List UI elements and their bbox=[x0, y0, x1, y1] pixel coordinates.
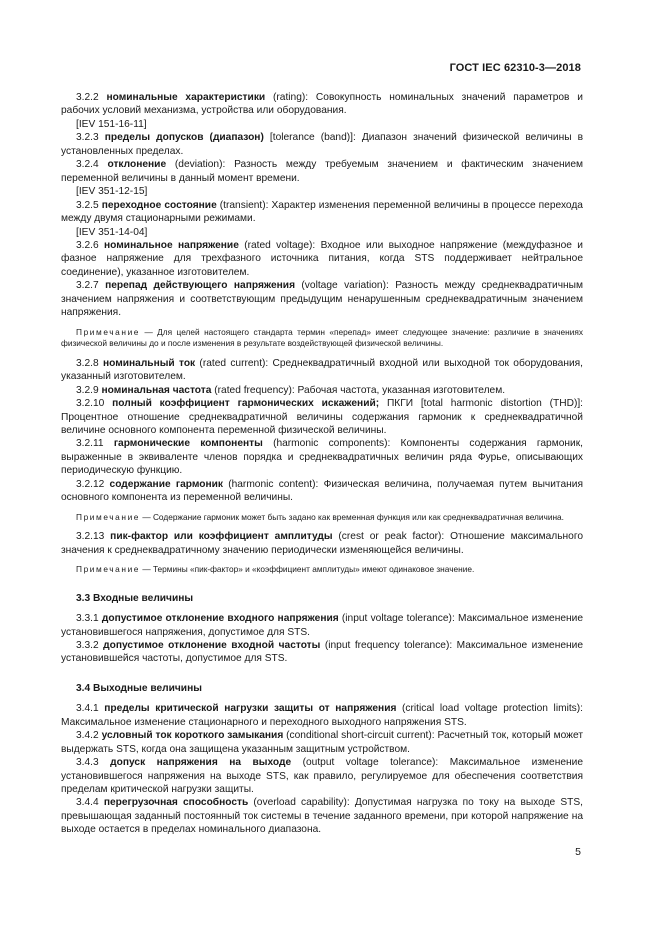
clause-number: 3.2.12 bbox=[76, 478, 105, 490]
clause-number: 3.2.10 bbox=[76, 398, 105, 410]
term: гармонические компоненты bbox=[113, 438, 263, 450]
term: условный ток короткого замыкания bbox=[101, 730, 284, 742]
definition-paragraph bbox=[61, 612, 583, 639]
definition-text: ПКГИ [total harmonic distortion (THD)]: Процентное отношение среднеквадратичной величины содержания гармоник к среднеквадратичной величине основного компонента переменной физической величины. bbox=[61, 398, 583, 436]
definition-text: (harmonic content): Физическая величина, получаемая путем вычитания основного компонента из переменной величины. bbox=[61, 478, 583, 504]
section-heading: 3.3 Входные величины bbox=[76, 592, 194, 604]
definitions-block bbox=[61, 91, 583, 320]
clause-number: 3.3.1 bbox=[76, 613, 99, 625]
definition-text: (voltage variation): Разность между среднеквадратичным значением напряжения и соответствующим предыдущим ненарушенным среднеквадратичным значением напряжения. bbox=[61, 280, 583, 319]
definition-paragraph bbox=[61, 384, 583, 397]
definition-text: (crest or peak factor): Отношение максимального значения к среднеквадратичному значению периодически изменяющейся величины. bbox=[61, 531, 583, 556]
note bbox=[61, 564, 583, 576]
section-heading: 3.4 Выходные величины bbox=[76, 682, 202, 694]
standard-designation: ГОСТ IEC 62310-3—2018 bbox=[449, 62, 581, 74]
clause-number: 3.4.2 bbox=[76, 730, 99, 742]
note-label: Примечание bbox=[76, 511, 141, 522]
clause-number: 3.2.13 bbox=[76, 531, 105, 543]
definitions-block bbox=[61, 530, 583, 557]
definition-paragraph bbox=[61, 239, 583, 279]
term: пределы критической нагрузки защиты от напряжения bbox=[104, 703, 397, 715]
definitions-block bbox=[61, 702, 583, 837]
definitions-block bbox=[61, 357, 583, 505]
clause-number: 3.2.7 bbox=[76, 280, 99, 292]
term: переходное состояние bbox=[101, 199, 217, 211]
term: полный коэффициент гармонических искажений; bbox=[112, 398, 380, 410]
reference: [IEV 151-16-11] bbox=[76, 118, 147, 130]
note bbox=[61, 327, 583, 350]
term: номинальный ток bbox=[102, 357, 196, 369]
clause-number: 3.2.5 bbox=[76, 199, 99, 211]
term: номинальная частота bbox=[101, 384, 212, 396]
definition-paragraph bbox=[61, 756, 583, 796]
definition-paragraph bbox=[61, 199, 583, 226]
note-text: — Содержание гармоник может быть задано как временная функция или как среднеквадратичная величина. bbox=[140, 511, 564, 522]
page-number: 5 bbox=[575, 846, 581, 858]
definition-text: (overload capability): Допустимая нагрузка по току на выходе STS, превышающая заданный постоянный ток системы в течение заданного времени, при которой напряжение на выходе остается в пределах номинального диапазона. bbox=[61, 797, 584, 836]
definition-paragraph bbox=[61, 357, 583, 384]
definition-paragraph bbox=[61, 478, 583, 505]
definition-text: (rated current): Среднеквадратичный входной или выходной ток оборудования, указанный изготовителем. bbox=[61, 357, 583, 383]
definition-paragraph bbox=[61, 437, 583, 477]
clause-number: 3.2.3 bbox=[76, 132, 99, 144]
definition-text: [tolerance (band)]: Диапазон значений физической величины в установленных пределах. bbox=[61, 132, 583, 157]
clause-number: 3.2.9 bbox=[76, 384, 99, 396]
clause-number: 3.2.2 bbox=[76, 92, 99, 103]
note-text: — Термины «пик-фактор» и «коэффициент амплитуды» имеют одинаковое значение. bbox=[140, 564, 475, 575]
term: допустимое отклонение входного напряжения bbox=[101, 613, 339, 625]
document-body bbox=[61, 91, 583, 837]
clause-number: 3.4.1 bbox=[76, 703, 99, 715]
definition-paragraph bbox=[61, 530, 583, 557]
term: допуск напряжения на выходе bbox=[110, 757, 292, 769]
definition-paragraph bbox=[61, 279, 583, 319]
definition-text: (output voltage tolerance): Максимальное изменение установившегося напряжения на выходе STS, как правило, регулируемое для обеспечения соответствия пределам критической нагрузки защиты. bbox=[61, 757, 583, 796]
note bbox=[61, 512, 583, 524]
definition-text: (deviation): Разность между требуемым значением и фактическим значением переменной величины в данный момент времени. bbox=[61, 159, 583, 184]
definition-paragraph bbox=[61, 397, 583, 437]
definition-text: (critical load voltage protection limits): Максимальное изменение стационарного и переходного выходного напряжения STS. bbox=[61, 703, 583, 728]
definition-paragraph bbox=[61, 158, 583, 185]
definitions-block bbox=[61, 612, 583, 666]
note-label: Примечание bbox=[76, 564, 141, 575]
definition-paragraph bbox=[61, 91, 583, 118]
term: допустимое отклонение входной частоты bbox=[103, 639, 321, 651]
term: отклонение bbox=[107, 159, 167, 171]
clause-number: 3.2.11 bbox=[76, 438, 104, 450]
note-text: — Для целей настоящего стандарта термин «перепад» имеет следующее значение: различие в значениях физической величины до и после изменения в результате воздействующей физической величины. bbox=[61, 326, 583, 349]
clause-number: 3.2.6 bbox=[76, 239, 99, 251]
definition-text: (transient): Характер изменения переменной величины в процессе перехода между двумя стационарными режимами. bbox=[61, 199, 583, 225]
definition-text: (rated frequency): Рабочая частота, указанная изготовителем. bbox=[211, 384, 506, 396]
definition-paragraph bbox=[61, 702, 583, 729]
term: содержание гармоник bbox=[109, 478, 223, 490]
reference: [IEV 351-14-04] bbox=[76, 226, 148, 238]
clause-number: 3.3.2 bbox=[76, 639, 99, 651]
definition-paragraph bbox=[61, 639, 583, 666]
note-label: Примечание bbox=[76, 326, 141, 337]
definition-paragraph bbox=[61, 729, 583, 756]
definition-text: (conditional short-circuit current): Расчетный ток, который может выдержать STS, когда она защищена указанным защитным устройством. bbox=[61, 730, 583, 755]
term: перегрузочная способность bbox=[103, 797, 249, 809]
term: номинальное напряжение bbox=[104, 239, 239, 251]
clause-number: 3.4.3 bbox=[76, 757, 99, 769]
definition-text: (rated voltage): Входное или выходное напряжение (междуфазное и фазное напряжение для трехфазного источника питания, когда STS поддерживает нейтральное соединение), указанное изготовителем. bbox=[61, 239, 583, 278]
clause-number: 3.2.4 bbox=[76, 159, 99, 171]
term: пик-фактор или коэффициент амплитуды bbox=[110, 531, 333, 543]
term: пределы допусков (диапазон) bbox=[104, 132, 264, 144]
definition-text: (harmonic components): Компоненты содержания гармоник, выраженные в эквиваленте членов порядка и среднеквадратичных величин ряда Фурье, описывающих периодическую функцию. bbox=[61, 438, 583, 477]
term: перепад действующего напряжения bbox=[105, 280, 296, 292]
clause-number: 3.2.8 bbox=[76, 357, 99, 369]
definition-paragraph bbox=[61, 796, 583, 836]
term: номинальные характеристики bbox=[106, 92, 266, 103]
clause-number: 3.4.4 bbox=[76, 797, 99, 809]
reference: [IEV 351-12-15] bbox=[76, 186, 148, 198]
definition-paragraph bbox=[61, 131, 583, 158]
definition-text: (input frequency tolerance): Максимальное изменение установившейся частоты, допустимое для STS. bbox=[61, 639, 583, 665]
definition-text: (rating): Совокупность номинальных значений параметров и рабочих условий механизма, устройства или оборудования. bbox=[61, 92, 583, 117]
definition-text: (input voltage tolerance): Максимальное изменение установившегося напряжения, допустимое для STS. bbox=[61, 613, 583, 638]
